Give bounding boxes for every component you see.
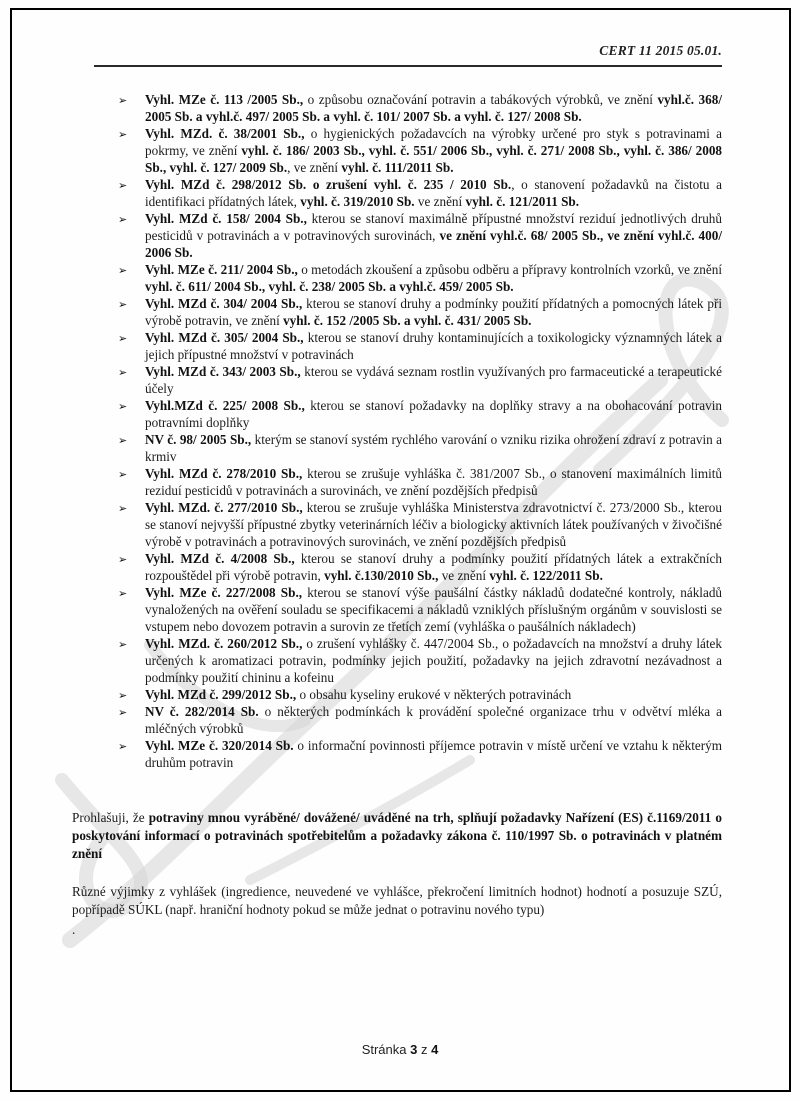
bold-text: Vyhl. MZe č. 227/2008 Sb., [145, 585, 303, 600]
arrow-bullet-icon: ➢ [118, 740, 128, 753]
list-item-text [145, 398, 722, 430]
bold-text: Vyhl. MZd č. 278/2010 Sb., [145, 466, 303, 481]
bold-text: NV č. 98/ 2005 Sb., [145, 432, 252, 447]
list-item [118, 635, 722, 686]
page-number [362, 1042, 439, 1057]
text: kterou se vydává seznam rostlin využívaných pro farmaceutické a terapeutické účely [145, 364, 722, 396]
bold-text: vyhl. č. 121/2011 Sb. [465, 194, 580, 209]
arrow-bullet-icon: ➢ [118, 638, 128, 651]
bold-text: Vyhl. MZd. č. 260/2012 Sb., [145, 636, 303, 651]
arrow-bullet-icon: ➢ [118, 400, 128, 413]
bold-text: vyhl. č. 122/2011 Sb. [489, 568, 603, 583]
list-item-text [145, 92, 722, 124]
list-item [118, 499, 722, 550]
list-item [118, 465, 722, 499]
text: o způsobu označování potravin a tabákových výrobků, ve znění [303, 92, 658, 107]
text: o informační povinnosti příjemce potravin v místě určení ve vztahu k některým druhům potravin [145, 738, 722, 770]
text: kterou se stanoví maximálně přípustné množství reziduí jednotlivých druhů pesticidů v potravinách a v potravinových surovinách, [145, 211, 722, 243]
bold-text: vyhl. č. 611/ 2004 Sb., vyhl. č. 238/ 2005 Sb. a vyhl.č. 459/ 2005 Sb. [145, 279, 514, 294]
list-item-text [145, 551, 722, 583]
paragraph [72, 809, 722, 863]
arrow-bullet-icon: ➢ [118, 706, 128, 719]
text: kterou se stanoví druhy kontaminujících a toxikologicky významných látek a jejich přípustné množství v potravinách [145, 330, 722, 362]
page-content [72, 42, 722, 939]
bold-text: NV č. 282/2014 Sb. [145, 704, 259, 719]
text: o zrušení vyhlášky č. 447/2004 Sb., o požadavcích na množství a druhy látek určených k aromatizaci potravin, podmínky jejich použití, požadavky na jejich zdravotní nezávadnost a podmínky použití chininu a kofeinu [145, 636, 723, 685]
list-item [118, 176, 722, 210]
list-item-text [145, 262, 722, 294]
list-item [118, 363, 722, 397]
arrow-bullet-icon: ➢ [118, 553, 128, 566]
bold-text: vyhl. č. 319/2010 Sb. [300, 194, 415, 209]
bold-text: vyhl.č. 368/ 2005 Sb. a vyhl.č. 497/ 2005 Sb. a vyhl. č. 101/ 2007 Sb. a vyhl. č. 127/ 2008 Sb. [145, 92, 722, 124]
text: o některých podmínkách k provádění společné organizace trhu v odvětví mléka a mléčných výrobků [145, 704, 722, 736]
bold-text: Vyhl. MZd č. 299/2012 Sb., [145, 687, 297, 702]
bold-text: vyhl. č.130/2010 Sb., [324, 568, 439, 583]
arrow-bullet-icon: ➢ [118, 689, 128, 702]
bold-text: vyhl. č. 111/2011 Sb. [341, 160, 454, 175]
bold-text: Vyhl. MZe č. 113 /2005 Sb., [145, 92, 304, 107]
list-item-text [145, 704, 722, 736]
text: Stránka [361, 1042, 411, 1057]
list-item-text [145, 126, 722, 175]
arrow-bullet-icon: ➢ [118, 94, 128, 107]
declaration-paragraphs [72, 809, 722, 939]
bold-text: vyhl. č. 152 /2005 Sb. a vyhl. č. 431/ 2005 Sb. [283, 313, 532, 328]
arrow-bullet-icon: ➢ [118, 468, 128, 481]
text: z [417, 1042, 432, 1057]
list-item [118, 261, 722, 295]
bold-text: 3 [410, 1042, 418, 1057]
arrow-bullet-icon: ➢ [118, 213, 128, 226]
list-item [118, 550, 722, 584]
list-item-text [145, 500, 722, 549]
bold-text: vyhl. č. 186/ 2003 Sb., vyhl. č. 551/ 2006 Sb., vyhl. č. 271/ 2008 Sb., vyhl. č. 386/ 2008 Sb., vyhl. č. 127/ 2009 Sb. [145, 143, 723, 175]
bold-text: Vyhl.MZd č. 225/ 2008 Sb., [145, 398, 305, 413]
arrow-bullet-icon: ➢ [118, 179, 128, 192]
arrow-bullet-icon: ➢ [118, 587, 128, 600]
arrow-bullet-icon: ➢ [118, 332, 128, 345]
text: o obsahu kyseliny erukové v některých potravinách [296, 687, 572, 702]
text: kterou se stanoví druhy a podmínky použití přídatných a pomocných látek při výrobě potravin, ve znění [145, 296, 722, 328]
bold-text: ve znění vyhl.č. 68/ 2005 Sb., ve znění vyhl.č. 400/ 2006 Sb. [145, 228, 722, 260]
list-item [118, 584, 722, 635]
text: kterou se stanoví výše paušální částky nákladů dodatečné kontroly, nákladů vynaložených na ověření souladu se specifikacemi a nákladů vzniklých příslušným orgánům v souvislosti se vstupem nebo dovozem potravin a surovin ze třetích zemí (vyhláška o paušálních nákladech) [145, 585, 723, 634]
text: , o stanovení požadavků na čistotu a identifikaci přídatných látek, [145, 177, 722, 209]
list-item-text [145, 738, 722, 770]
bold-text: potraviny mnou vyráběné/ dovážené/ uváděné na trh, splňují požadavky Nařízení (ES) č.1169/2011 o poskytování informací o potravinách spotřebitelům a požadavky zákona č. 110/1997 Sb. o potravinách v platném znění [72, 810, 722, 861]
list-item-text [145, 296, 722, 328]
list-item-text [145, 177, 722, 209]
page-footer [0, 1042, 800, 1057]
text: Prohlašuji, že [72, 810, 149, 825]
bold-text: 4 [431, 1042, 439, 1057]
list-item [118, 703, 722, 737]
bold-text: Vyhl. MZd č. 305/ 2004 Sb., [145, 330, 304, 345]
text: kterou se stanoví požadavky na doplňky stravy a na obohacování potravin potravními doplňky [145, 398, 722, 430]
bold-text: Vyhl. MZd č. 343/ 2003 Sb., [145, 364, 301, 379]
text: , ve znění [287, 160, 342, 175]
list-item-text [145, 330, 722, 362]
text: Různé výjimky z vyhlášek (ingredience, neuvedené ve vyhlášce, překročení limitních hodnot) hodnotí a posuzuje SZÚ, popřípadě SÚKL (např. hraniční hodnoty pokud se může jednat o potravinu nového typu) [72, 884, 722, 917]
bold-text: Vyhl. MZd č. 4/2008 Sb., [145, 551, 295, 566]
text: o hygienických požadavcích na výrobky určené pro styk s potravinami a pokrmy, ve znění [145, 126, 722, 158]
list-item-text [145, 364, 722, 396]
text: o metodách zkoušení a způsobu odběru a přípravy kontrolních vzorků, ve znění [297, 262, 722, 277]
list-item-text [145, 211, 722, 260]
list-item-text [145, 432, 722, 464]
bold-text: Vyhl. MZd. č. 277/2010 Sb., [145, 500, 303, 515]
arrow-bullet-icon: ➢ [118, 264, 128, 277]
bold-text: Vyhl. MZd č. 304/ 2004 Sb., [145, 296, 303, 311]
list-item [118, 295, 722, 329]
list-item-text [145, 687, 571, 702]
list-item [118, 431, 722, 465]
bold-text: Vyhl. MZd č. 298/2012 Sb. o zrušení vyhl. č. 235 / 2010 Sb. [145, 177, 512, 192]
text: . [72, 922, 76, 937]
list-item-text [145, 636, 722, 685]
paragraph [72, 883, 722, 919]
header-reference: CERT 11 2015 05.01. [599, 43, 722, 58]
text: kterou se zrušuje vyhláška č. 381/2007 Sb., o stanovení maximálních limitů reziduí pesticidů v potravinách a surovinách, ve znění pozdějších předpisů [145, 466, 722, 498]
arrow-bullet-icon: ➢ [118, 298, 128, 311]
arrow-bullet-icon: ➢ [118, 366, 128, 379]
bold-text: Vyhl. MZe č. 211/ 2004 Sb., [145, 262, 298, 277]
document-header [72, 42, 722, 67]
bold-text: Vyhl. MZd č. 158/ 2004 Sb., [145, 211, 307, 226]
arrow-bullet-icon: ➢ [118, 502, 128, 515]
header-rule [94, 65, 722, 67]
text: ve znění [414, 194, 466, 209]
list-item [118, 125, 722, 176]
bold-text: Vyhl. MZe č. 320/2014 Sb. [145, 738, 294, 753]
list-item [118, 686, 722, 703]
list-item-text [145, 466, 722, 498]
paragraph [72, 921, 722, 939]
list-item [118, 329, 722, 363]
text: kterou se stanoví druhy a podmínky použití přídatných látek a extrakčních rozpouštědel při výrobě potravin, [145, 551, 722, 583]
list-item [118, 397, 722, 431]
law-list [118, 91, 722, 771]
list-item [118, 210, 722, 261]
text: kterou se zrušuje vyhláška Ministerstva zdravotnictví č. 273/2000 Sb., kterou se stanoví nejvyšší přípustné zbytky veterinárních léčiv a biologicky aktivních látek používaných v živočišné výrobě v potravinách a potravinových surovinách, ve znění pozdějších předpisů [145, 500, 722, 549]
list-item-text [145, 585, 722, 634]
text: ve znění [438, 568, 490, 583]
text: kterým se stanoví systém rychlého varování o vzniku rizika ohrožení zdraví z potravin a krmiv [145, 432, 722, 464]
list-item [118, 91, 722, 125]
arrow-bullet-icon: ➢ [118, 434, 128, 447]
list-item [118, 737, 722, 771]
arrow-bullet-icon: ➢ [118, 128, 128, 141]
bold-text: Vyhl. MZd. č. 38/2001 Sb., [145, 126, 305, 141]
